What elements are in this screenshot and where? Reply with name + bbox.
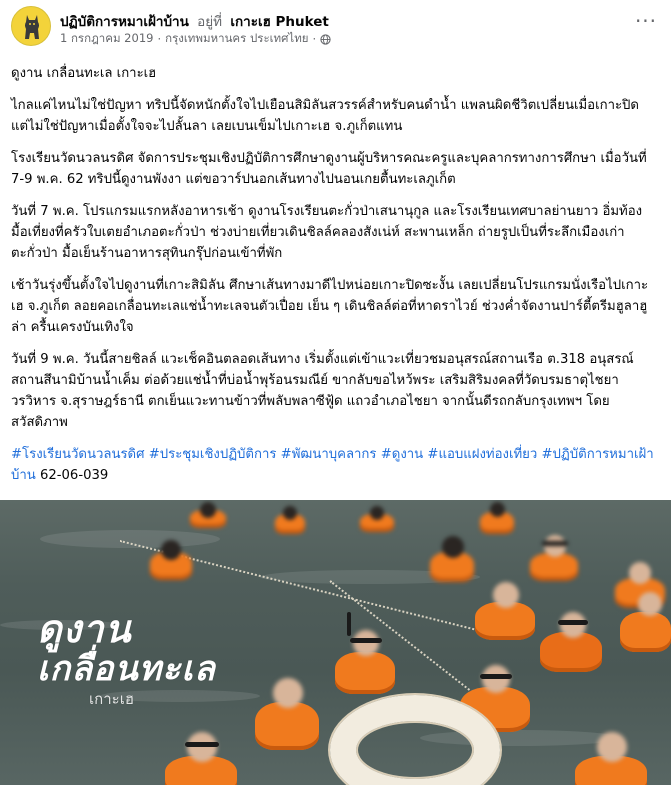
photo-title-overlay — [37, 606, 216, 708]
post-header — [11, 6, 661, 48]
dog-logo-icon — [22, 13, 42, 41]
post-paragraph: โรงเรียนวัดนวลนรดิศ จัดการประชุมเชิงปฏิบัติการศึกษาดูงานผู้บริหารคณะครูและบุคลากรทางการศึกษา เมื่อวันที่ 7-9 พ.ค. 62 ทริปนี้ดูงานพังงา แต่ขอวาร์ปนอกเส้นทางไปนอนเกยตื้นทะเลภูเก็ต — [11, 151, 647, 187]
hashtag-link[interactable]: #แอบแฝงท่องเที่ยว — [427, 447, 538, 462]
post-meta — [60, 30, 331, 48]
photo-title-line: ดูงาน — [37, 606, 132, 651]
post-date-link[interactable]: 1 กรกฎาคม 2019 — [60, 31, 154, 45]
post-body — [11, 63, 656, 539]
hashtag-link[interactable]: #ดูงาน — [380, 447, 424, 462]
photo-title-line: เกลื่อนทะเล — [37, 649, 216, 689]
page-name-link[interactable]: ปฏิบัติการหมาเฝ้าบ้าน — [60, 14, 189, 30]
photo-subtitle: เกาะเฮ — [89, 690, 134, 708]
hashtag-link[interactable]: #ประชุมเชิงปฏิบัติการ — [148, 447, 277, 462]
hashtag-line — [11, 444, 656, 486]
more-dots-icon: ··· — [634, 9, 658, 33]
hashtag-link[interactable]: #โรงเรียนวัดนวลนรดิศ — [11, 447, 145, 462]
post-paragraph: เช้าวันรุ่งขึ้นตั้งใจไปดูงานที่เกาะสิมิลัน ศึกษาเส้นทางมาดีไปหน่อยเกาะปิดซะงั้น เลยเปลี่ยนโปรแกรมนั่งเรือไปเกาะเฮ จ.ภูเก็ต ลอยคอเกลื่อนทะเลแช่น้ำทะเลจนตัวเปื่อย เย็น ๆ เดินชิลล์ต่อที่หาดราไวย์ ช่วงค่ำจัดงานปาร์ตี้ตรีมฮูลาฮูล่า ครื้นเครงบันเทิงใจ — [11, 278, 649, 335]
more-options-button[interactable] — [631, 8, 661, 34]
globe-icon[interactable] — [320, 34, 331, 45]
post-code: 62-06-039 — [40, 468, 109, 483]
meta-separator: · — [157, 32, 162, 46]
at-text: อยู่ที่ — [197, 14, 223, 30]
post-paragraph: วันที่ 9 พ.ค. วันนี้สายชิลล์ แวะเช็คอินตลอดเส้นทาง เริ่มตั้งแต่เข้าแวะเที่ยวชมอนุสรณ์สถานเรือ ต.318 อนุสรณ์สถานสึนามิบ้านน้ำเค็ม ต่อด้วยแช่น้ำที่บ่อน้ำพุร้อนรมณีย์ ขากลับขอไหว้พระ เสริมสิริมงคลที่วัดบรมธาตุไชยาวรวิหาร จ.สุราษฎร์ธานี ตกเย็นแวะทานข้าวที่พลับพลาซีฟู้ด แถวอำเภอไชยา จากนั้นดีรถกลับกรุงเทพฯ โดยสวัสดิภาพ — [11, 352, 634, 430]
post-author-line — [60, 10, 329, 32]
meta-separator: · — [312, 32, 317, 46]
post-paragraph: วันที่ 7 พ.ค. โปรแกรมแรกหลังอาหารเช้า ดูงานโรงเรียนตะกั่วป่าเสนานุกูล และโรงเรียนเทศบาลย่านยาว อิ่มท้องมื้อเที่ยงที่ครัวใบเตยอำเภอตะกั่วป่า ช่วงบ่ายเที่ยวเดินชิลล์คลองสังเน่ห์ สะพานเหล็ก ถ่ายรูปเป็นที่ระลึกเมืองเก่าตะกั่วป่า มื้อเย็นร้านอาหารสุทินกรุ๊ปก่อนเข้าที่พัก — [11, 204, 643, 261]
hashtag-link[interactable]: #ปฏิบัติการหมาเฝ้าบ้าน — [11, 447, 654, 483]
hashtag-link[interactable]: #พัฒนาบุคลากร — [280, 447, 377, 462]
location-link[interactable]: เกาะเฮ Phuket — [230, 14, 329, 30]
post-headline: ดูงาน เกลื่อนทะเล เกาะเฮ — [11, 66, 157, 81]
post-photo[interactable] — [0, 500, 671, 785]
post-place[interactable]: กรุงเทพมหานคร ประเทศไทย — [165, 31, 309, 45]
page-avatar[interactable] — [11, 6, 51, 46]
post-paragraph: ไกลแค่ไหนไม่ใช่ปัญหา ทริปนี้จัดหนักตั้งใจไปเยือนสิมิลันสวรรค์สำหรับคนดำน้ำ แพลนผิดชีวิตเปลี่ยนเมื่อเกาะปิด แต่ไม่ใช่ปัญหาเมื่อตั้งใจจะไปลั้นลา เลยเบนเข็มไปเกาะเฮ จ.ภูเก็ตแทน — [11, 98, 639, 134]
